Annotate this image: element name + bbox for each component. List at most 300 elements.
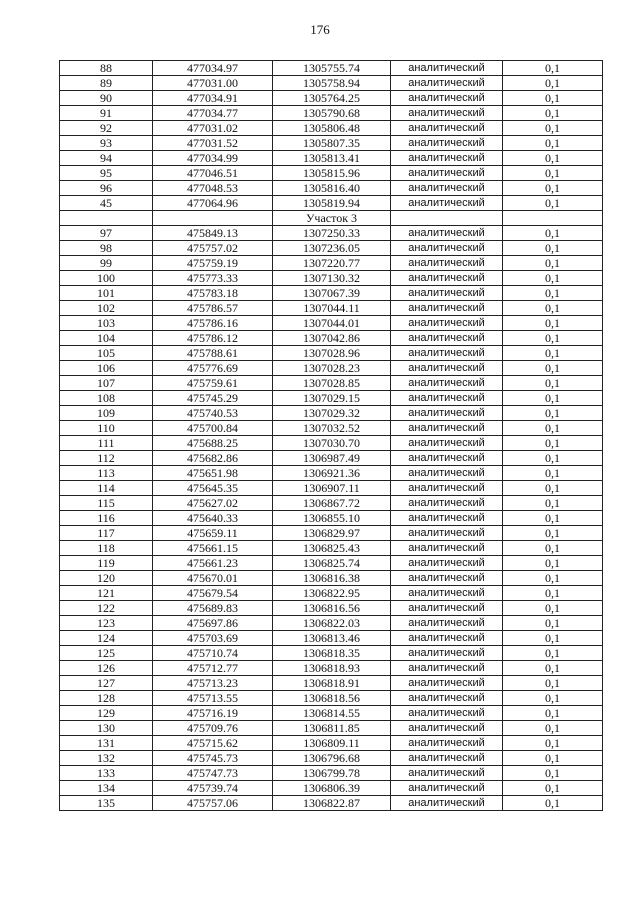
y-coordinate-cell: 1305813.41 <box>273 151 391 166</box>
y-coordinate-cell: 1307067.39 <box>273 286 391 301</box>
method-cell: аналитический <box>391 691 503 706</box>
x-coordinate-cell: 475759.19 <box>153 256 273 271</box>
method-cell: аналитический <box>391 241 503 256</box>
accuracy-cell: 0,1 <box>503 376 603 391</box>
table-row <box>60 226 603 241</box>
point-number-cell: 111 <box>60 436 153 451</box>
x-coordinate-cell: 475651.98 <box>153 466 273 481</box>
table-row <box>60 271 603 286</box>
table-row <box>60 361 603 376</box>
x-coordinate-cell: 475788.61 <box>153 346 273 361</box>
table-row <box>60 106 603 121</box>
table-row <box>60 526 603 541</box>
table-row <box>60 241 603 256</box>
x-coordinate-cell: 477046.51 <box>153 166 273 181</box>
y-coordinate-cell: 1307044.01 <box>273 316 391 331</box>
method-cell: аналитический <box>391 466 503 481</box>
x-coordinate-cell: 475715.62 <box>153 736 273 751</box>
method-cell: аналитический <box>391 316 503 331</box>
method-cell: аналитический <box>391 391 503 406</box>
y-coordinate-cell: 1306921.36 <box>273 466 391 481</box>
method-cell: аналитический <box>391 601 503 616</box>
point-number-cell: 132 <box>60 751 153 766</box>
y-coordinate-cell: 1306806.39 <box>273 781 391 796</box>
y-coordinate-cell: 1307044.11 <box>273 301 391 316</box>
y-coordinate-cell: 1307029.15 <box>273 391 391 406</box>
x-coordinate-cell: 475645.35 <box>153 481 273 496</box>
y-coordinate-cell: 1306987.49 <box>273 451 391 466</box>
x-coordinate-cell: 475640.33 <box>153 511 273 526</box>
y-coordinate-cell: 1305806.48 <box>273 121 391 136</box>
point-number-cell: 101 <box>60 286 153 301</box>
point-number-cell: 135 <box>60 796 153 811</box>
x-coordinate-cell: 475747.73 <box>153 766 273 781</box>
table-row <box>60 466 603 481</box>
point-number-cell: 131 <box>60 736 153 751</box>
table-row <box>60 481 603 496</box>
method-cell: аналитический <box>391 376 503 391</box>
table-row <box>60 316 603 331</box>
y-coordinate-cell: 1307236.05 <box>273 241 391 256</box>
accuracy-cell: 0,1 <box>503 706 603 721</box>
y-coordinate-cell: 1307032.52 <box>273 421 391 436</box>
x-coordinate-cell: 475740.53 <box>153 406 273 421</box>
accuracy-cell: 0,1 <box>503 481 603 496</box>
x-coordinate-cell: 475682.86 <box>153 451 273 466</box>
point-number-cell: 91 <box>60 106 153 121</box>
accuracy-cell: 0,1 <box>503 751 603 766</box>
x-coordinate-cell: 475697.86 <box>153 616 273 631</box>
table-row <box>60 136 603 151</box>
x-coordinate-cell: 475716.19 <box>153 706 273 721</box>
x-coordinate-cell: 475661.15 <box>153 541 273 556</box>
y-coordinate-cell: 1306855.10 <box>273 511 391 526</box>
y-coordinate-cell: 1306825.74 <box>273 556 391 571</box>
method-cell: аналитический <box>391 346 503 361</box>
accuracy-cell: 0,1 <box>503 646 603 661</box>
point-number-cell: 45 <box>60 196 153 211</box>
y-coordinate-cell: 1306818.91 <box>273 676 391 691</box>
point-number-cell: 125 <box>60 646 153 661</box>
accuracy-cell: 0,1 <box>503 736 603 751</box>
accuracy-cell: 0,1 <box>503 61 603 76</box>
accuracy-cell: 0,1 <box>503 541 603 556</box>
table-row <box>60 406 603 421</box>
point-number-cell: 99 <box>60 256 153 271</box>
table-row <box>60 421 603 436</box>
table-row <box>60 76 603 91</box>
x-coordinate-cell: 475773.33 <box>153 271 273 286</box>
table-row <box>60 151 603 166</box>
accuracy-cell: 0,1 <box>503 166 603 181</box>
x-coordinate-cell: 475700.84 <box>153 421 273 436</box>
y-coordinate-cell: 1306829.97 <box>273 526 391 541</box>
x-coordinate-cell: 475712.77 <box>153 661 273 676</box>
accuracy-cell: 0,1 <box>503 76 603 91</box>
table-row <box>60 391 603 406</box>
accuracy-cell: 0,1 <box>503 451 603 466</box>
method-cell: аналитический <box>391 526 503 541</box>
x-coordinate-cell: 475783.18 <box>153 286 273 301</box>
table-row <box>60 766 603 781</box>
x-coordinate-cell: 477064.96 <box>153 196 273 211</box>
x-coordinate-cell: 475713.55 <box>153 691 273 706</box>
accuracy-cell: 0,1 <box>503 196 603 211</box>
x-coordinate-cell: 475661.23 <box>153 556 273 571</box>
x-coordinate-cell: 475759.61 <box>153 376 273 391</box>
table-row <box>60 796 603 811</box>
method-cell: аналитический <box>391 676 503 691</box>
coordinates-table <box>59 60 603 811</box>
table-body-group-2 <box>60 226 603 811</box>
y-coordinate-cell: 1307028.23 <box>273 361 391 376</box>
table-row <box>60 661 603 676</box>
y-coordinate-cell: 1307029.32 <box>273 406 391 421</box>
accuracy-cell: 0,1 <box>503 631 603 646</box>
method-cell: аналитический <box>391 61 503 76</box>
accuracy-cell: 0,1 <box>503 406 603 421</box>
method-cell: аналитический <box>391 76 503 91</box>
table-body-group-1 <box>60 61 603 211</box>
x-coordinate-cell: 477034.97 <box>153 61 273 76</box>
x-coordinate-cell: 475703.69 <box>153 631 273 646</box>
point-number-cell: 123 <box>60 616 153 631</box>
point-number-cell: 134 <box>60 781 153 796</box>
x-coordinate-cell: 477031.52 <box>153 136 273 151</box>
accuracy-cell: 0,1 <box>503 556 603 571</box>
point-number-cell: 93 <box>60 136 153 151</box>
method-cell: аналитический <box>391 706 503 721</box>
y-coordinate-cell: 1307042.86 <box>273 331 391 346</box>
table-row <box>60 166 603 181</box>
y-coordinate-cell: 1306816.56 <box>273 601 391 616</box>
point-number-cell: 119 <box>60 556 153 571</box>
y-coordinate-cell: 1307130.32 <box>273 271 391 286</box>
y-coordinate-cell: 1305819.94 <box>273 196 391 211</box>
x-coordinate-cell: 475679.54 <box>153 586 273 601</box>
y-coordinate-cell: 1305764.25 <box>273 91 391 106</box>
point-number-cell: 130 <box>60 721 153 736</box>
accuracy-cell: 0,1 <box>503 136 603 151</box>
y-coordinate-cell: 1305790.68 <box>273 106 391 121</box>
method-cell: аналитический <box>391 796 503 811</box>
y-coordinate-cell: 1306809.11 <box>273 736 391 751</box>
y-coordinate-cell: 1306799.78 <box>273 766 391 781</box>
table-row <box>60 721 603 736</box>
table-row <box>60 781 603 796</box>
table-row <box>60 631 603 646</box>
accuracy-cell: 0,1 <box>503 586 603 601</box>
section-header <box>60 211 603 226</box>
x-coordinate-cell: 475757.06 <box>153 796 273 811</box>
accuracy-cell: 0,1 <box>503 616 603 631</box>
x-coordinate-cell: 475745.29 <box>153 391 273 406</box>
accuracy-cell: 0,1 <box>503 601 603 616</box>
accuracy-cell: 0,1 <box>503 796 603 811</box>
accuracy-cell: 0,1 <box>503 511 603 526</box>
method-cell: аналитический <box>391 121 503 136</box>
method-cell: аналитический <box>391 646 503 661</box>
point-number-cell: 121 <box>60 586 153 601</box>
accuracy-cell: 0,1 <box>503 331 603 346</box>
point-number-cell: 106 <box>60 361 153 376</box>
y-coordinate-cell: 1307250.33 <box>273 226 391 241</box>
x-coordinate-cell: 475689.83 <box>153 601 273 616</box>
point-number-cell: 90 <box>60 91 153 106</box>
point-number-cell: 97 <box>60 226 153 241</box>
x-coordinate-cell: 477031.00 <box>153 76 273 91</box>
y-coordinate-cell: 1306813.46 <box>273 631 391 646</box>
method-cell: аналитический <box>391 421 503 436</box>
point-number-cell: 109 <box>60 406 153 421</box>
table-row <box>60 541 603 556</box>
y-coordinate-cell: 1307030.70 <box>273 436 391 451</box>
method-cell: аналитический <box>391 496 503 511</box>
y-coordinate-cell: 1306822.87 <box>273 796 391 811</box>
table-row <box>60 586 603 601</box>
y-coordinate-cell: 1307220.77 <box>273 256 391 271</box>
x-coordinate-cell: 475659.11 <box>153 526 273 541</box>
point-number-cell: 92 <box>60 121 153 136</box>
point-number-cell: 122 <box>60 601 153 616</box>
section-title: Участок 3 <box>273 211 391 226</box>
y-coordinate-cell: 1306816.38 <box>273 571 391 586</box>
point-number-cell: 114 <box>60 481 153 496</box>
table-row <box>60 301 603 316</box>
point-number-cell: 104 <box>60 331 153 346</box>
table-row <box>60 646 603 661</box>
method-cell: аналитический <box>391 436 503 451</box>
method-cell: аналитический <box>391 151 503 166</box>
table-row <box>60 601 603 616</box>
accuracy-cell: 0,1 <box>503 181 603 196</box>
x-coordinate-cell: 475713.23 <box>153 676 273 691</box>
table-row <box>60 436 603 451</box>
method-cell: аналитический <box>391 556 503 571</box>
method-cell: аналитический <box>391 451 503 466</box>
x-coordinate-cell: 477048.53 <box>153 181 273 196</box>
table-row <box>60 511 603 526</box>
y-coordinate-cell: 1305758.94 <box>273 76 391 91</box>
y-coordinate-cell: 1306818.56 <box>273 691 391 706</box>
table-row <box>60 676 603 691</box>
y-coordinate-cell: 1305755.74 <box>273 61 391 76</box>
point-number-cell: 102 <box>60 301 153 316</box>
accuracy-cell: 0,1 <box>503 676 603 691</box>
y-coordinate-cell: 1306867.72 <box>273 496 391 511</box>
method-cell: аналитический <box>391 286 503 301</box>
point-number-cell: 96 <box>60 181 153 196</box>
table-row <box>60 286 603 301</box>
point-number-cell: 88 <box>60 61 153 76</box>
accuracy-cell: 0,1 <box>503 226 603 241</box>
method-cell: аналитический <box>391 226 503 241</box>
y-coordinate-cell: 1307028.96 <box>273 346 391 361</box>
point-number-cell: 127 <box>60 676 153 691</box>
table-row <box>60 91 603 106</box>
method-cell: аналитический <box>391 166 503 181</box>
y-coordinate-cell: 1306822.95 <box>273 586 391 601</box>
accuracy-cell: 0,1 <box>503 301 603 316</box>
table-row <box>60 571 603 586</box>
point-number-cell: 94 <box>60 151 153 166</box>
y-coordinate-cell: 1305815.96 <box>273 166 391 181</box>
page-number: 176 <box>310 22 330 37</box>
method-cell: аналитический <box>391 406 503 421</box>
accuracy-cell: 0,1 <box>503 346 603 361</box>
table-row <box>60 706 603 721</box>
x-coordinate-cell: 475849.13 <box>153 226 273 241</box>
accuracy-cell: 0,1 <box>503 721 603 736</box>
y-coordinate-cell: 1306825.43 <box>273 541 391 556</box>
method-cell: аналитический <box>391 541 503 556</box>
method-cell: аналитический <box>391 751 503 766</box>
method-cell: аналитический <box>391 766 503 781</box>
x-coordinate-cell: 475709.76 <box>153 721 273 736</box>
table-row <box>60 496 603 511</box>
point-number-cell: 98 <box>60 241 153 256</box>
accuracy-cell: 0,1 <box>503 316 603 331</box>
point-number-cell: 108 <box>60 391 153 406</box>
method-cell: аналитический <box>391 721 503 736</box>
method-cell: аналитический <box>391 781 503 796</box>
table-row <box>60 616 603 631</box>
y-coordinate-cell: 1307028.85 <box>273 376 391 391</box>
point-number-cell: 126 <box>60 661 153 676</box>
x-coordinate-cell: 475786.57 <box>153 301 273 316</box>
y-coordinate-cell: 1306811.85 <box>273 721 391 736</box>
x-coordinate-cell: 475745.73 <box>153 751 273 766</box>
method-cell: аналитический <box>391 106 503 121</box>
y-coordinate-cell: 1306818.93 <box>273 661 391 676</box>
method-cell: аналитический <box>391 481 503 496</box>
y-coordinate-cell: 1305816.40 <box>273 181 391 196</box>
method-cell: аналитический <box>391 631 503 646</box>
accuracy-cell: 0,1 <box>503 241 603 256</box>
accuracy-cell: 0,1 <box>503 436 603 451</box>
accuracy-cell: 0,1 <box>503 391 603 406</box>
y-coordinate-cell: 1306814.55 <box>273 706 391 721</box>
accuracy-cell: 0,1 <box>503 271 603 286</box>
table-row <box>60 121 603 136</box>
x-coordinate-cell: 475627.02 <box>153 496 273 511</box>
accuracy-cell: 0,1 <box>503 151 603 166</box>
method-cell: аналитический <box>391 661 503 676</box>
table-row <box>60 256 603 271</box>
point-number-cell: 133 <box>60 766 153 781</box>
x-coordinate-cell: 475757.02 <box>153 241 273 256</box>
method-cell: аналитический <box>391 196 503 211</box>
point-number-cell: 117 <box>60 526 153 541</box>
method-cell: аналитический <box>391 91 503 106</box>
point-number-cell: 118 <box>60 541 153 556</box>
accuracy-cell: 0,1 <box>503 256 603 271</box>
point-number-cell: 89 <box>60 76 153 91</box>
point-number-cell: 128 <box>60 691 153 706</box>
method-cell: аналитический <box>391 571 503 586</box>
table-row <box>60 451 603 466</box>
point-number-cell: 129 <box>60 706 153 721</box>
point-number-cell: 113 <box>60 466 153 481</box>
method-cell: аналитический <box>391 256 503 271</box>
y-coordinate-cell: 1306907.11 <box>273 481 391 496</box>
section-row <box>60 211 603 226</box>
table-row <box>60 556 603 571</box>
accuracy-cell: 0,1 <box>503 781 603 796</box>
method-cell: аналитический <box>391 271 503 286</box>
x-coordinate-cell: 475710.74 <box>153 646 273 661</box>
accuracy-cell: 0,1 <box>503 571 603 586</box>
x-coordinate-cell: 477031.02 <box>153 121 273 136</box>
table-row <box>60 346 603 361</box>
accuracy-cell: 0,1 <box>503 691 603 706</box>
accuracy-cell: 0,1 <box>503 421 603 436</box>
table-row <box>60 331 603 346</box>
accuracy-cell: 0,1 <box>503 106 603 121</box>
point-number-cell: 105 <box>60 346 153 361</box>
point-number-cell: 95 <box>60 166 153 181</box>
x-coordinate-cell: 475776.69 <box>153 361 273 376</box>
x-coordinate-cell: 475739.74 <box>153 781 273 796</box>
point-number-cell: 116 <box>60 511 153 526</box>
point-number-cell: 110 <box>60 421 153 436</box>
accuracy-cell: 0,1 <box>503 286 603 301</box>
y-coordinate-cell: 1306818.35 <box>273 646 391 661</box>
table-row <box>60 376 603 391</box>
y-coordinate-cell: 1306822.03 <box>273 616 391 631</box>
x-coordinate-cell: 475688.25 <box>153 436 273 451</box>
point-number-cell: 107 <box>60 376 153 391</box>
accuracy-cell: 0,1 <box>503 121 603 136</box>
point-number-cell: 115 <box>60 496 153 511</box>
accuracy-cell: 0,1 <box>503 91 603 106</box>
y-coordinate-cell: 1305807.35 <box>273 136 391 151</box>
method-cell: аналитический <box>391 331 503 346</box>
accuracy-cell: 0,1 <box>503 496 603 511</box>
table-row <box>60 181 603 196</box>
accuracy-cell: 0,1 <box>503 526 603 541</box>
accuracy-cell: 0,1 <box>503 466 603 481</box>
x-coordinate-cell: 477034.77 <box>153 106 273 121</box>
table-row <box>60 751 603 766</box>
method-cell: аналитический <box>391 136 503 151</box>
point-number-cell: 103 <box>60 316 153 331</box>
x-coordinate-cell: 477034.91 <box>153 91 273 106</box>
point-number-cell: 120 <box>60 571 153 586</box>
table-row <box>60 736 603 751</box>
point-number-cell: 100 <box>60 271 153 286</box>
table-row <box>60 196 603 211</box>
method-cell: аналитический <box>391 301 503 316</box>
accuracy-cell: 0,1 <box>503 766 603 781</box>
method-cell: аналитический <box>391 511 503 526</box>
table-row <box>60 61 603 76</box>
method-cell: аналитический <box>391 361 503 376</box>
x-coordinate-cell: 475670.01 <box>153 571 273 586</box>
method-cell: аналитический <box>391 181 503 196</box>
point-number-cell: 124 <box>60 631 153 646</box>
x-coordinate-cell: 475786.16 <box>153 316 273 331</box>
method-cell: аналитический <box>391 736 503 751</box>
method-cell: аналитический <box>391 586 503 601</box>
x-coordinate-cell: 475786.12 <box>153 331 273 346</box>
y-coordinate-cell: 1306796.68 <box>273 751 391 766</box>
accuracy-cell: 0,1 <box>503 661 603 676</box>
x-coordinate-cell: 477034.99 <box>153 151 273 166</box>
method-cell: аналитический <box>391 616 503 631</box>
table-row <box>60 691 603 706</box>
point-number-cell: 112 <box>60 451 153 466</box>
